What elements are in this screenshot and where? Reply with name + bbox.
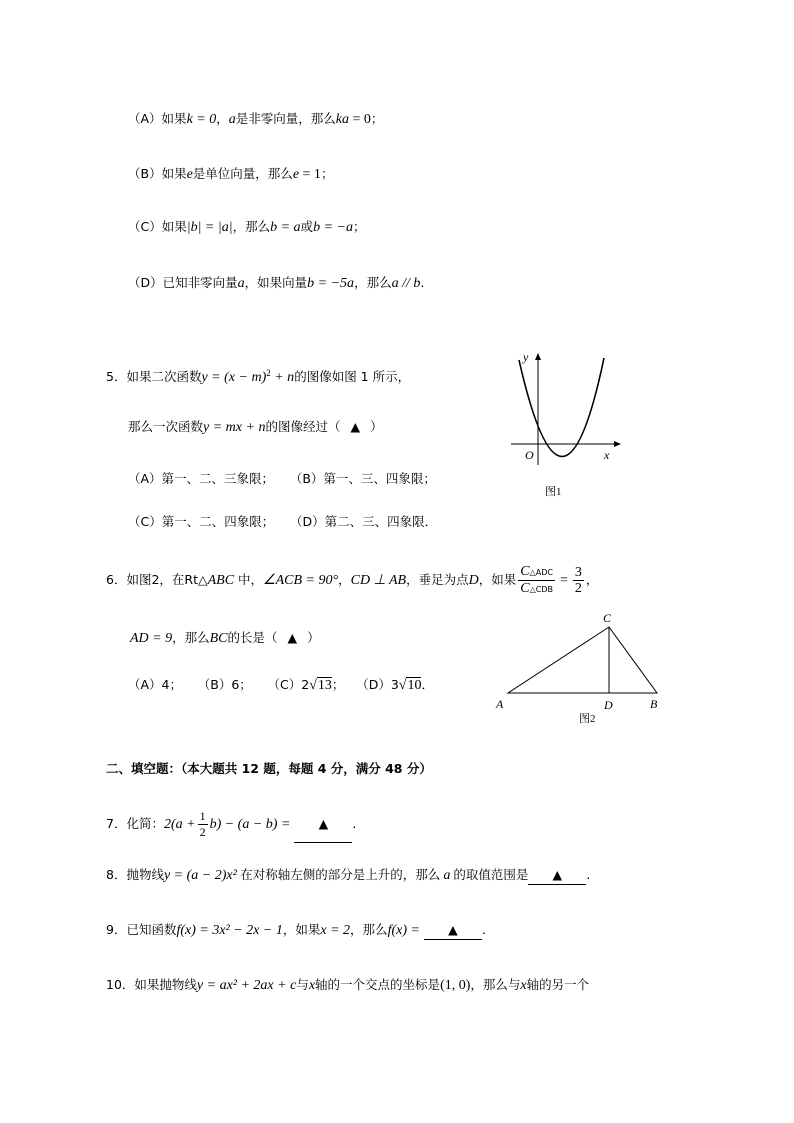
text: 那么一次函数 — [128, 419, 204, 434]
math: x = 2 — [320, 923, 351, 938]
q5-line2 — [128, 418, 383, 437]
answer-marker: ▲ — [350, 419, 361, 434]
text: ； — [331, 677, 345, 692]
math: a — [443, 868, 451, 883]
vector-e: e — [186, 167, 193, 182]
option-c: （C）2√13； — [273, 677, 345, 693]
math: y = (a − 2)x² — [163, 868, 241, 883]
text: 是单位向量，那么 — [192, 166, 293, 181]
figure-1-caption: 图1 — [545, 486, 562, 498]
text: 与 — [296, 977, 309, 992]
math: b = −a — [313, 220, 353, 235]
math: = 1 — [299, 167, 321, 182]
text: 8．抛物线 — [106, 867, 164, 882]
math: CD ⊥ AB — [350, 573, 407, 588]
math: △CDB — [529, 585, 553, 594]
math: y = ax² + 2ax + c — [196, 978, 297, 993]
text: ，如果向量 — [244, 275, 308, 290]
math: = 0 — [348, 112, 371, 127]
one-half-fraction — [198, 809, 208, 840]
math: 2 — [574, 581, 582, 596]
text: ； — [370, 111, 384, 126]
math: BC — [209, 631, 228, 646]
figure-2-caption: 图2 — [579, 713, 596, 725]
math: AD = 9 — [130, 631, 173, 646]
q6-line2 — [130, 629, 320, 648]
math: ∠ACB = 90° — [263, 573, 339, 588]
text: ， — [585, 572, 599, 587]
math: C — [520, 581, 530, 596]
math: + n — [270, 370, 295, 386]
q7 — [106, 806, 356, 843]
math: △ADC — [529, 568, 553, 577]
text: . — [481, 922, 486, 937]
math: a // b — [391, 276, 421, 291]
math: C — [520, 564, 530, 579]
text: （B）如果 — [128, 166, 187, 181]
math: x — [520, 978, 527, 993]
label-c: C — [603, 611, 612, 625]
q4-option-c — [128, 218, 365, 237]
math: f(x) = — [387, 923, 420, 938]
section-2-heading: 二、填空题：（本大题共 12 题，每题 4 分，满分 48 分） — [106, 761, 432, 776]
label-b: B — [650, 697, 658, 711]
text: 中， — [234, 572, 264, 587]
vector-e: e — [292, 167, 300, 182]
math: 13 — [317, 678, 332, 693]
text: ，那么 — [350, 922, 388, 937]
text: ，如果 — [478, 572, 517, 587]
math: y = (x − m) — [201, 370, 267, 386]
math: b) − (a − b) = — [209, 817, 291, 832]
parabola-curve — [519, 358, 604, 457]
math: 2(a + — [163, 817, 196, 832]
option-a: （A）4； — [128, 677, 183, 692]
text: . — [420, 275, 425, 290]
option-b: （B）第一、三、四象限； — [296, 471, 436, 486]
y-label: y — [523, 350, 529, 364]
text: （D）已知非零向量 — [128, 275, 238, 290]
triangle-abc — [508, 627, 657, 693]
q6-stem — [106, 560, 598, 601]
label-a: A — [496, 697, 504, 711]
math: |b| = |a| — [186, 220, 233, 235]
math: 1 — [199, 809, 206, 823]
text: 9．已知函数 — [106, 922, 177, 937]
option-b: （B）6； — [204, 677, 252, 692]
q5-options-row2 — [128, 513, 437, 531]
q4-option-b — [128, 165, 333, 184]
text: 10．如果抛物线 — [106, 977, 197, 992]
math: 10 — [407, 678, 422, 693]
text: ， — [216, 111, 229, 126]
label-d: D — [604, 698, 613, 712]
text: ，那么 — [232, 219, 271, 234]
text: 轴的一个交点的坐标是 — [315, 977, 441, 992]
text: 的取值范围是 — [453, 867, 529, 882]
math: (1, 0) — [440, 978, 471, 993]
math: k — [335, 112, 342, 127]
origin-label: O — [525, 448, 534, 462]
vector-a: a — [237, 276, 245, 291]
text: 或 — [300, 219, 314, 234]
text: 的图像经过（ — [265, 419, 341, 434]
vector-a: a — [228, 112, 236, 127]
q5-options-row1 — [128, 470, 436, 488]
text: ，那么 — [172, 630, 210, 645]
text: ） — [370, 419, 383, 434]
answer-blank[interactable]: ▲ — [294, 806, 352, 843]
x-axis-arrow — [614, 441, 621, 447]
math: 2 — [266, 368, 271, 378]
figure-1-parabola — [505, 350, 630, 505]
x-label: x — [604, 448, 610, 462]
text: （C）2 — [273, 677, 310, 692]
math: 2 — [199, 825, 206, 839]
text: . — [352, 816, 357, 831]
text: （C）如果 — [128, 219, 187, 234]
answer-blank[interactable]: ▲ — [424, 921, 482, 940]
option-d: （D）3√10． — [362, 677, 434, 693]
text: ； — [352, 219, 366, 234]
answer-marker: ▲ — [287, 630, 298, 645]
vector-a: a — [341, 112, 349, 127]
text: （A）如果 — [128, 111, 187, 126]
y-axis-arrow — [535, 353, 541, 360]
text: ，如果 — [282, 922, 321, 937]
answer-blank[interactable]: ▲ — [528, 866, 586, 885]
q4-option-d — [128, 274, 424, 293]
q6-options — [128, 676, 434, 695]
option-d: （D）第二、三、四象限． — [296, 514, 438, 529]
text: ） — [307, 630, 320, 645]
math: f(x) = 3x² − 2x − 1 — [176, 923, 283, 938]
text: ， — [338, 572, 351, 587]
math: D — [468, 573, 479, 588]
text: （D）3 — [362, 677, 399, 692]
text: ． — [421, 677, 434, 692]
math: x — [308, 978, 316, 993]
math: 3 — [574, 565, 582, 580]
text: 在对称轴左侧的部分是上升的，那么 — [240, 867, 441, 882]
text: . — [586, 867, 591, 882]
text: 轴的另一个 — [526, 977, 590, 992]
figure-2-triangle — [490, 605, 675, 730]
math: b = a — [270, 220, 301, 235]
q10 — [106, 976, 589, 995]
option-c: （C）第一、二、四象限； — [128, 514, 275, 529]
math: ABC — [207, 573, 235, 588]
option-a: （A）第一、二、三象限； — [128, 471, 275, 486]
text: 的图像如图 1 所示， — [294, 369, 411, 385]
math: k = 0 — [186, 112, 217, 127]
text: 是非零向量，那么 — [235, 111, 336, 126]
math: b = −5a — [307, 276, 355, 291]
text: 5．如果二次函数 — [106, 369, 202, 385]
text: ； — [320, 166, 334, 181]
q8 — [106, 866, 590, 885]
three-halves-fraction — [573, 565, 584, 596]
perimeter-ratio-fraction — [518, 564, 555, 597]
q9 — [106, 921, 486, 940]
math: = — [560, 573, 568, 588]
text: 7．化简： — [106, 816, 164, 831]
q5-stem — [106, 364, 410, 387]
text: 6．如图2，在Rt△ — [106, 572, 208, 587]
text: ，垂足为点 — [406, 572, 469, 587]
text: 的长是（ — [227, 630, 278, 645]
math: y = mx + n — [203, 420, 266, 435]
q4-option-a — [128, 110, 383, 129]
text: ，那么与 — [470, 977, 521, 992]
text: ，那么 — [354, 275, 392, 290]
